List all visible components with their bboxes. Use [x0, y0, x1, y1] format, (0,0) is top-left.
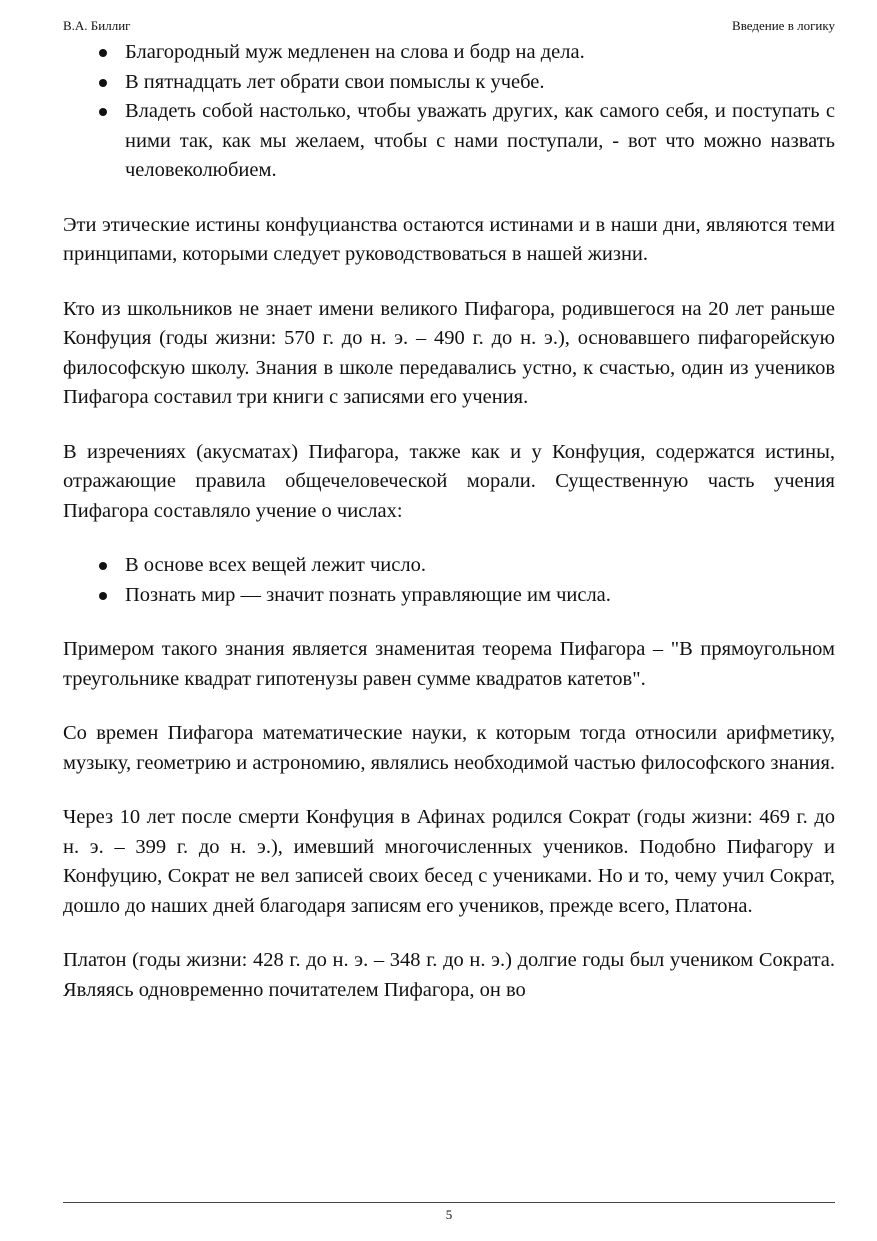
page-content — [63, 38, 835, 1005]
bullet-list-pythagoras — [63, 551, 835, 610]
paragraph: Через 10 лет после смерти Конфуция в Афинах родился Сократ (годы жизни: 469 г. до н. э. – 399 г. до н. э.), имевший многочисленных учеников. Подобно Пифагору и Конфуцию, Сократ не вел записей своих бесед с учениками. Но и то, чему учил Сократ, дошло до наших дней благодаря записям его учеников, прежде всего, Платона. — [63, 806, 835, 917]
footer-divider — [63, 1202, 835, 1203]
page-number: 5 — [445, 1207, 453, 1222]
paragraph: Платон (годы жизни: 428 г. до н. э. – 348 г. до н. э.) долгие годы был учеником Сократа. Являясь одновременно почитателем Пифагора, он во — [63, 949, 835, 1001]
list-item: Владеть собой настолько, чтобы уважать других, как самого себя, и поступать с ними так, как мы желаем, чтобы с нами поступали, - вот что можно назвать человеколюбием. — [125, 97, 835, 186]
list-item: Благородный муж медленен на слова и бодр на дела. — [125, 38, 835, 68]
header-author: В.А. Биллиг — [63, 18, 131, 33]
paragraph: В изречениях (акусматах) Пифагора, также как и у Конфуция, содержатся истины, отражающие правила общечеловеческой морали. Существенную часть учения Пифагора составляло учение о числах: — [63, 440, 835, 522]
paragraph: Кто из школьников не знает имени великого Пифагора, родившегося на 20 лет раньше Конфуция (годы жизни: 570 г. до н. э. – 490 г. до н. э.), основавшего пифагорейскую философскую школу. Знания в школе передавались устно, к счастью, один из учеников Пифагора составил три книги с записями его учения. — [63, 297, 835, 408]
list-item: В пятнадцать лет обрати свои помыслы к учебе. — [125, 68, 835, 98]
page-header — [63, 17, 835, 35]
paragraph: Эти этические истины конфуцианства остаются истинами и в наши дни, являются теми принципами, которыми следует руководствоваться в нашей жизни. — [63, 213, 835, 265]
bullet-list-confucius — [63, 38, 835, 186]
paragraph: Примером такого знания является знаменитая теорема Пифагора – "В прямоугольном треугольнике квадрат гипотенузы равен сумме квадратов катетов". — [63, 638, 835, 690]
header-book-title: Введение в логику — [732, 18, 835, 33]
paragraph: Со времен Пифагора математические науки, к которым тогда относили арифметику, музыку, геометрию и астрономию, являлись необходимой частью философского знания. — [63, 722, 836, 774]
list-item: В основе всех вещей лежит число. — [125, 551, 835, 581]
list-item: Познать мир — значит познать управляющие им числа. — [125, 581, 835, 611]
